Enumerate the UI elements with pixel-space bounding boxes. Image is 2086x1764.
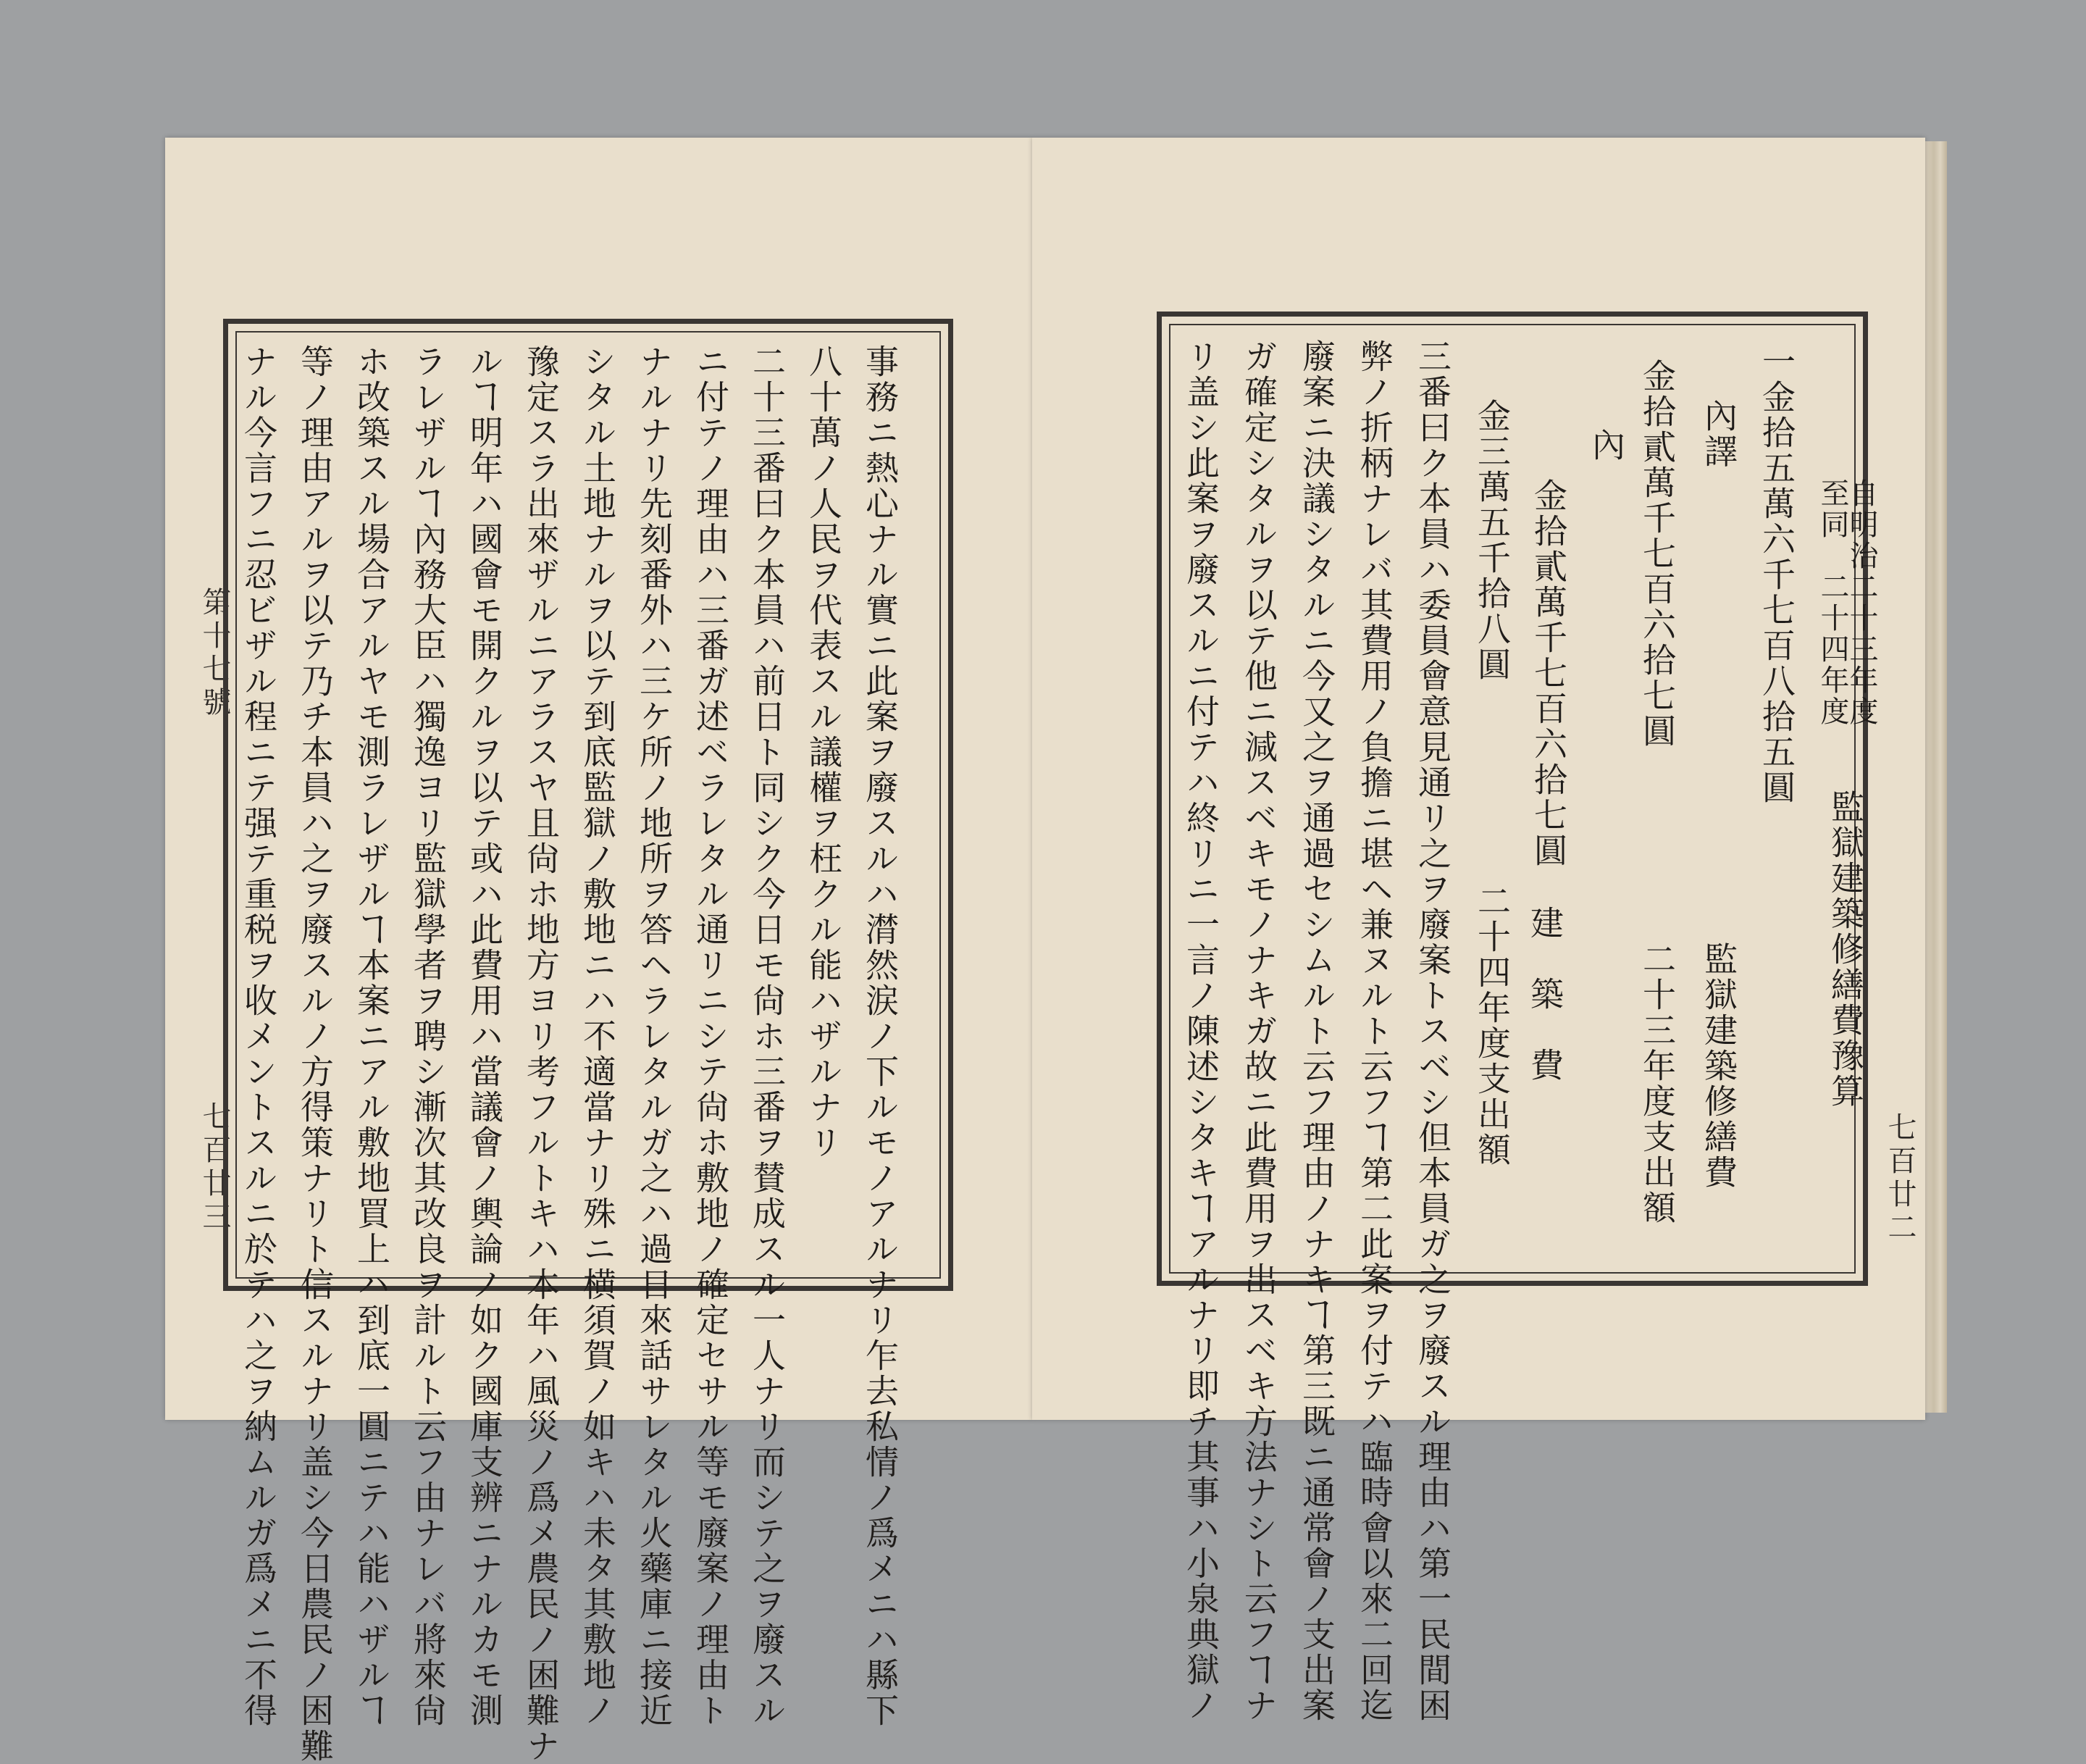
right-page <box>1032 138 1925 1723</box>
left-text-column-8: ルヿ明年ハ國會モ開クルヲ以テ或ハ此費用ハ當議會ノ輿論ノ如ク國庫支辨ニナルカモ測 <box>465 344 504 1729</box>
item1-amount: 金拾貳萬千七百六拾七圓 <box>1638 359 1677 749</box>
sub-amount: 金拾貳萬千七百六拾七圓 <box>1529 478 1568 869</box>
right-text-column-3: 廢案ニ決議シタルニ今又之ヲ通過セシムルト云フ理由ノナキヿ第三既ニ通常會ノ支出案 <box>1297 339 1336 1723</box>
left-text-column-10: ホ改築スル場合アルヤモ測ラレザルヿ本案ニアル敷地買上ハ到底一圓ニテハ能ハザルヿ <box>352 344 391 1729</box>
left-text-column-6: シタル土地ナルヲ以テ到底監獄ノ敷地ニハ不適當ナリ殊ニ横須賀ノ如キハ未タ其敷地ノ <box>578 344 617 1729</box>
left-text-column-1: 事務ニ熱心ナル實ニ此案ヲ廢スルハ潸然涙ノ下ルモノアルナリ乍去私情ノ爲メニハ縣下 <box>860 344 900 1729</box>
right-page-number: 七百廿二 <box>1883 1112 1917 1245</box>
page-stack-edge <box>1925 141 1947 1413</box>
total-amount: 一金拾五萬六千七百八拾五圓 <box>1757 344 1796 806</box>
left-text-column-3: 二十三番曰ク本員ハ前日ト同シク今日モ尙ホ三番ヲ賛成スル一人ナリ而シテ之ヲ廢スル <box>747 344 787 1729</box>
right-text-column-2: 弊ノ折柄ナレバ其費用ノ負擔ニ堪ヘ兼ヌルト云フヿ第二此案ヲ付テハ臨時會以來二回迄 <box>1355 339 1394 1723</box>
item1-description: 二十三年度支出額 <box>1638 942 1677 1226</box>
item2-category: 建 築 費 <box>1525 906 1564 1083</box>
left-text-column-5: ナルナリ先刻番外ハ三ケ所ノ地所ヲ答ヘラレタルガ之ハ過日來話サレタル火藥庫ニ接近 <box>634 344 674 1729</box>
sub-label: 內 <box>1587 427 1626 463</box>
right-text-column-4: ガ確定シタルヲ以テ他ニ減スベキモノナキガ故ニ此費用ヲ出スベキ方法ナシト云フヿナ <box>1239 339 1278 1723</box>
left-text-column-4: ニ付テノ理由ハ三番ガ述ベラレタル通リニシテ尙ホ敷地ノ確定セサル等モ廢案ノ理由ト <box>691 344 730 1729</box>
right-text-column-5: リ盖シ此案ヲ廢スルニ付テハ終リニ一言ノ陳述シタキヿアルナリ即チ其事ハ小泉典獄ノ <box>1181 339 1220 1723</box>
left-text-column-7: 豫定スラ出來ザルニアラスヤ且尙ホ地方ヨリ考フルトキハ本年ハ風災ノ爲メ農民ノ困難ナ <box>522 344 561 1764</box>
left-text-column-11: 等ノ理由アルヲ以テ乃チ本員ハ之ヲ廢スルノ方得策ナリト信スルナリ盖シ今日農民ノ困難 <box>296 344 335 1764</box>
budget-title: 監獄建築修繕費豫算 <box>1826 790 1865 1109</box>
item2-description: 二十四年度支出額 <box>1473 884 1512 1168</box>
left-text-column-9: ラレザルヿ內務大臣ハ獨逸ヨリ監獄學者ヲ聘シ漸次其改良ヲ計ルト云フ由ナレバ將來尙 <box>409 344 448 1729</box>
left-text-column-2: 八十萬ノ人民ヲ代表スル議權ヲ枉クル能ハザルナリ <box>804 344 843 1161</box>
budget-title-period-end: 至同 二十四年度 <box>1816 478 1849 727</box>
item1-category: 監獄建築修繕費 <box>1699 942 1738 1190</box>
left-page-number: 七百廿三 <box>198 1101 231 1234</box>
item2-amount: 金三萬五千拾八圓 <box>1473 398 1512 682</box>
budget-title-period-start: 自明治二十三年度 <box>1845 478 1878 727</box>
breakdown-label: 內譯 <box>1699 398 1738 469</box>
left-page <box>165 138 1032 1764</box>
right-text-column-1: 三番曰ク本員ハ委員會意見通リ之ヲ廢案トスベシ但本員ガ之ヲ廢スル理由ハ第一民間困 <box>1413 339 1452 1723</box>
issue-number-label: 第十七號 <box>198 587 231 720</box>
left-text-column-12: ナル今言フニ忍ビザル程ニテ强テ重税ヲ收メントスルニ於テハ之ヲ納ムルガ爲メニ不得 <box>239 344 278 1729</box>
